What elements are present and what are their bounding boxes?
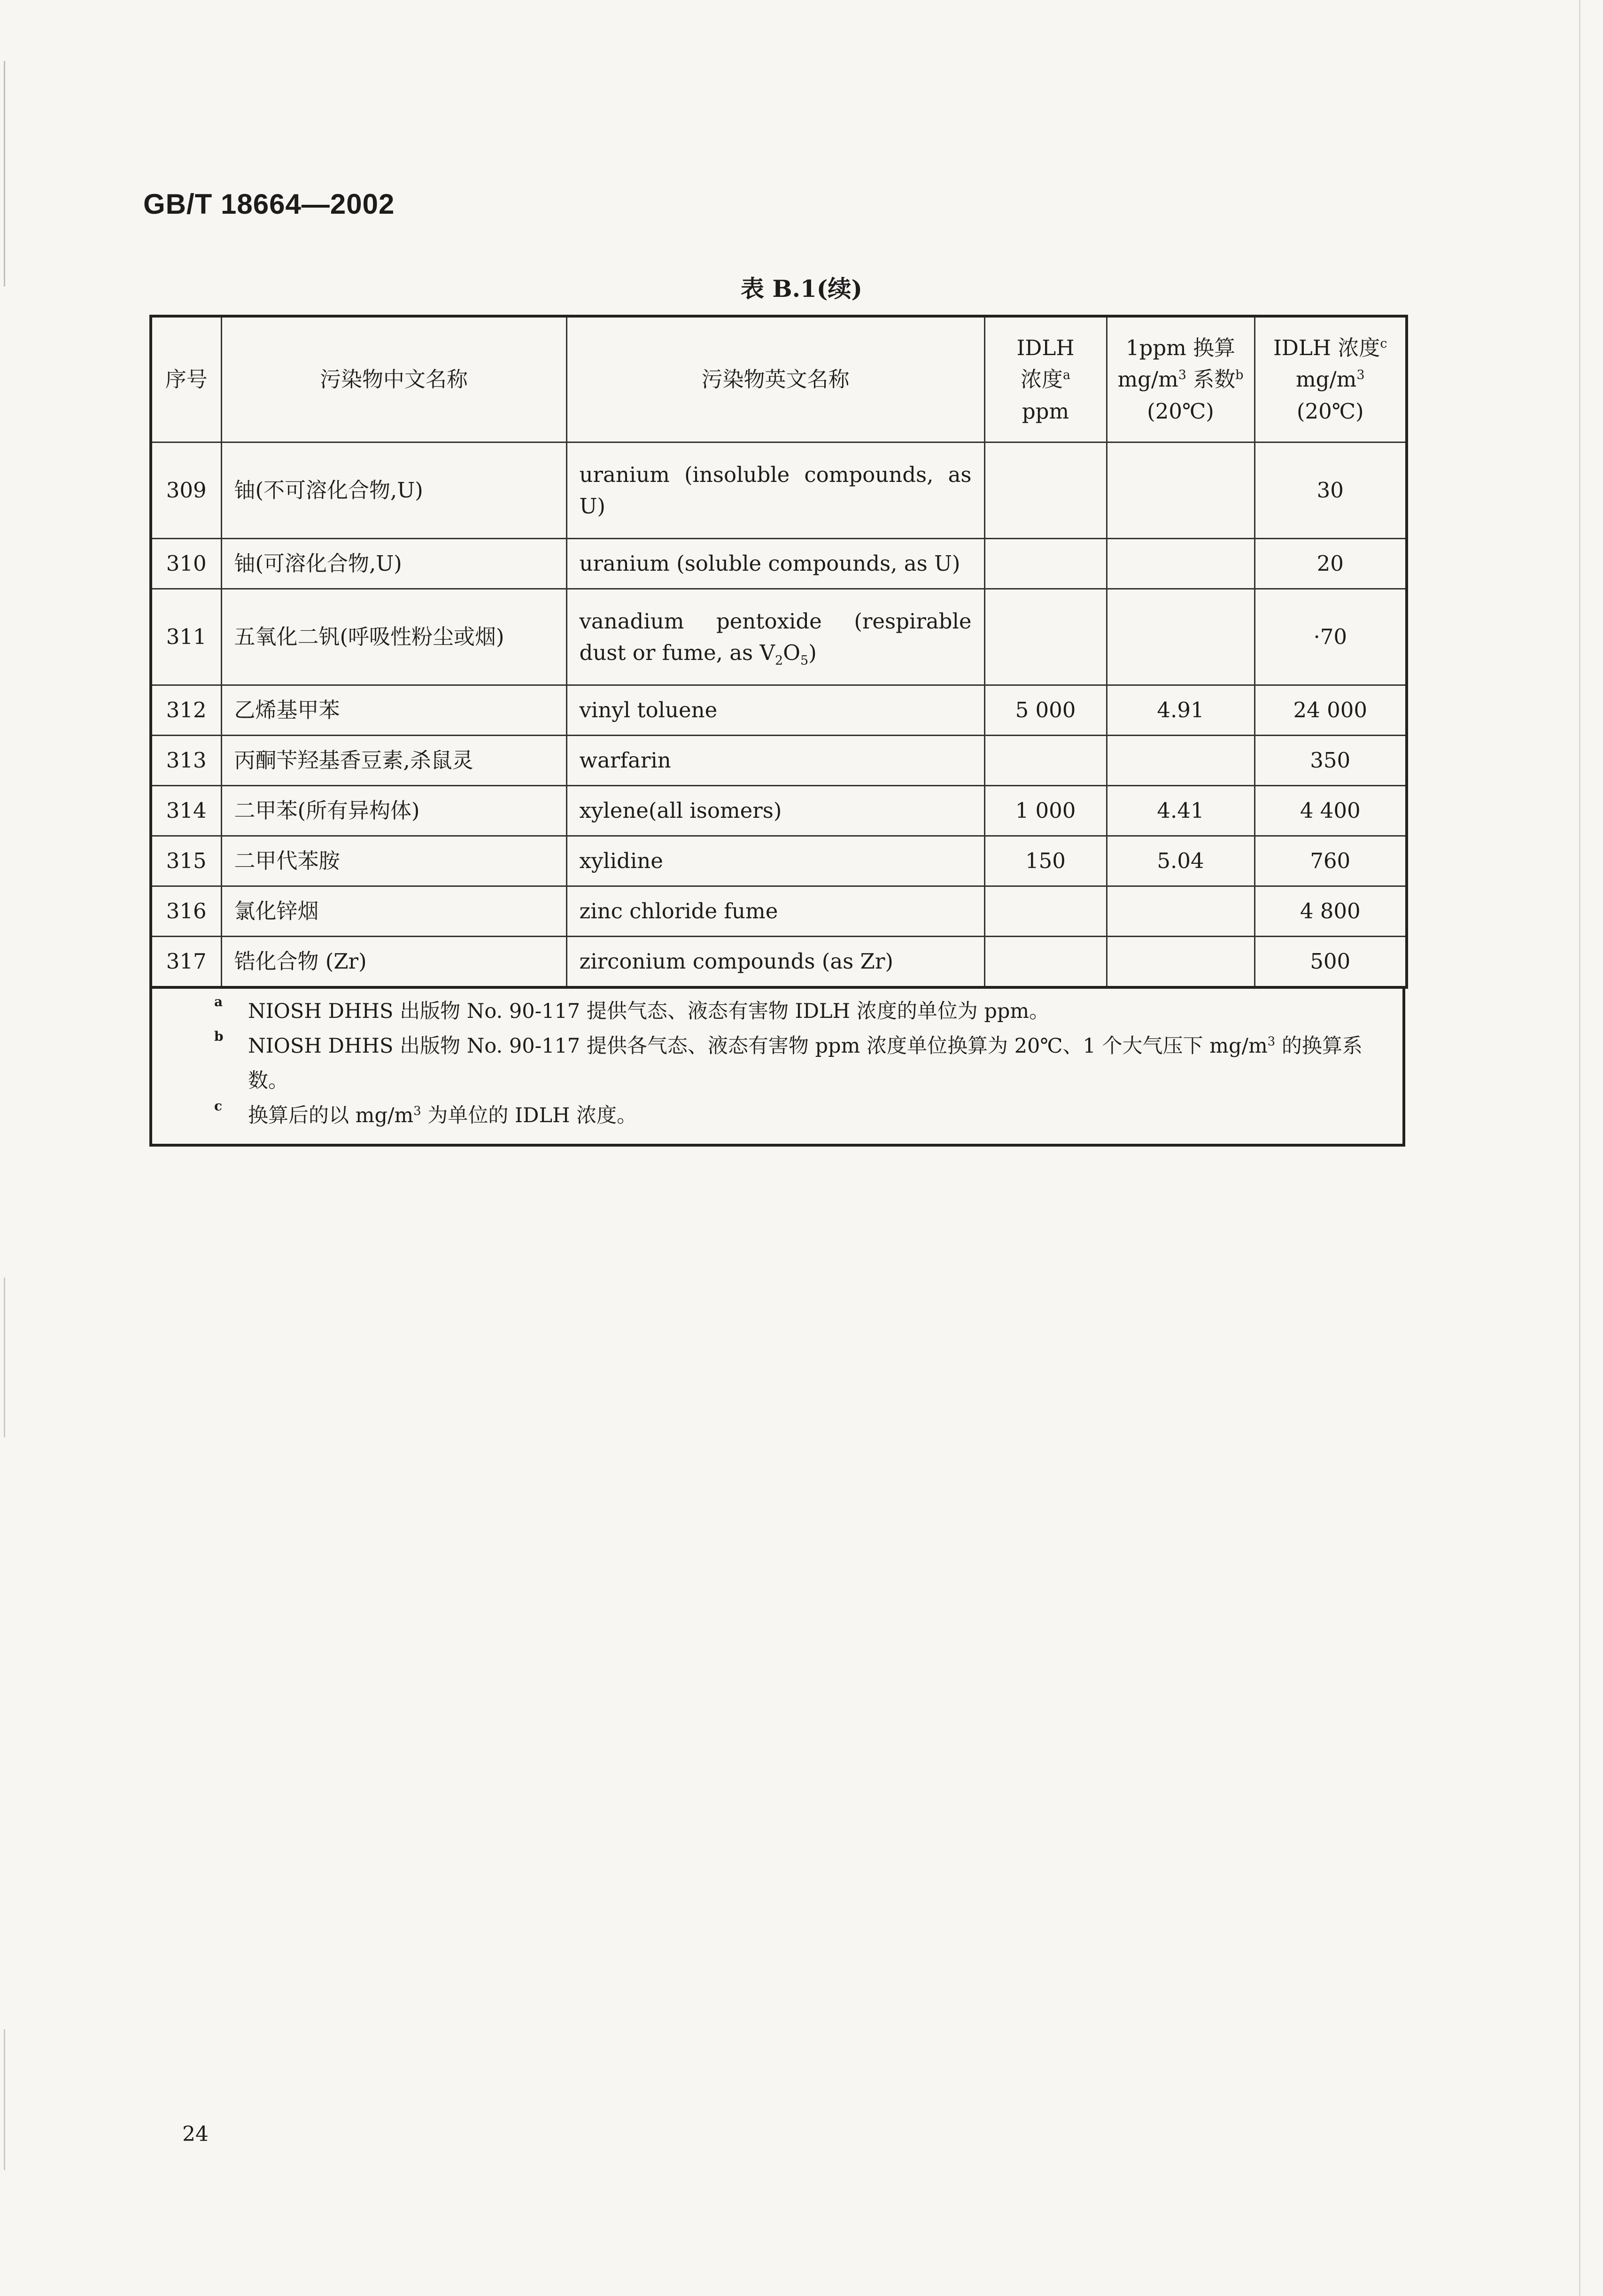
scan-edge-line-left <box>4 61 5 287</box>
cell-name-cn: 铀(可溶化合物,U) <box>221 539 566 589</box>
cell-name-en: zirconium compounds (as Zr) <box>566 937 984 988</box>
col-header-idlh-mg-line1: IDLH 浓度 <box>1273 335 1380 360</box>
col-header-idlh-mg-unit: mg/m <box>1296 367 1357 392</box>
cell-idlh-mg: 4 400 <box>1255 786 1407 836</box>
cell-idlh-ppm <box>984 886 1107 937</box>
scan-edge-line-left <box>4 2029 5 2170</box>
superscript-3: 3 <box>1267 1034 1276 1049</box>
cell-index: 311 <box>151 589 221 685</box>
footnote-a <box>152 994 1402 1029</box>
cell-name-cn: 二甲苯(所有异构体) <box>221 786 566 836</box>
table-row <box>151 937 1407 988</box>
footnote-text: 的换算系数。 <box>248 1034 1363 1093</box>
cell-name-cn: 丙酮苄羟基香豆素,杀鼠灵 <box>221 736 566 786</box>
superscript-3: 3 <box>1178 368 1186 383</box>
col-header-conversion-factor: 系数 <box>1186 367 1236 392</box>
footnote-text: 换算后的以 mg/m <box>248 1103 414 1127</box>
col-header-idlh-ppm-line3: ppm <box>1022 398 1069 424</box>
col-header-idlh-ppm-line1: IDLH <box>1016 335 1075 360</box>
cell-index: 314 <box>151 786 221 836</box>
table-row <box>151 836 1407 886</box>
col-header-conversion <box>1107 316 1255 442</box>
table-row <box>151 736 1407 786</box>
table-header-row <box>151 316 1407 442</box>
cell-name-en-part: O <box>783 640 801 665</box>
footnote-text: NIOSH DHHS 出版物 No. 90-117 提供气态、液态有害物 IDLH 浓度的单位为 ppm。 <box>248 1000 1050 1023</box>
cell-name-en-part: ) <box>808 640 817 665</box>
col-header-name-cn: 污染物中文名称 <box>221 316 566 442</box>
cell-name-cn: 二甲代苯胺 <box>221 836 566 886</box>
scan-edge-line-right <box>1579 0 1580 2296</box>
subscript: 2 <box>774 653 783 668</box>
cell-name-cn: 锆化合物 (Zr) <box>221 937 566 988</box>
col-header-index: 序号 <box>151 316 221 442</box>
cell-name-en: xylene(all isomers) <box>566 786 984 836</box>
cell-idlh-ppm: 5 000 <box>984 685 1107 736</box>
cell-idlh-ppm: 1 000 <box>984 786 1107 836</box>
cell-conversion <box>1107 539 1255 589</box>
table-row <box>151 539 1407 589</box>
footnote-mark: c <box>214 1098 223 1114</box>
col-header-name-en: 污染物英文名称 <box>566 316 984 442</box>
cell-name-en: warfarin <box>566 736 984 786</box>
footnote-ref-a: a <box>1062 368 1071 383</box>
col-header-idlh-ppm-line2: 浓度 <box>1020 367 1063 392</box>
cell-name-cn: 氯化锌烟 <box>221 886 566 937</box>
table-caption: 表 B.1(续) <box>740 275 863 303</box>
cell-idlh-mg: 760 <box>1255 836 1407 886</box>
col-header-conversion-line1: 1ppm 换算 <box>1125 335 1236 360</box>
col-header-conversion-line3: (20℃) <box>1147 398 1214 424</box>
footnote-c <box>152 1099 1402 1133</box>
cell-conversion <box>1107 589 1255 685</box>
cell-index: 317 <box>151 937 221 988</box>
footnote-b <box>152 1029 1402 1099</box>
document-id: GB/T 18664—2002 <box>143 188 395 220</box>
cell-idlh-mg: 4 800 <box>1255 886 1407 937</box>
footnote-text: 为单位的 IDLH 浓度。 <box>421 1103 637 1127</box>
footnote-mark: a <box>214 994 223 1009</box>
table-row <box>151 589 1407 685</box>
cell-conversion <box>1107 886 1255 937</box>
table-row <box>151 786 1407 836</box>
cell-idlh-ppm <box>984 736 1107 786</box>
cell-idlh-mg: 500 <box>1255 937 1407 988</box>
cell-name-en: uranium (insoluble compounds, as U) <box>566 442 984 539</box>
superscript-3: 3 <box>413 1104 421 1118</box>
cell-index: 316 <box>151 886 221 937</box>
page-number: 24 <box>182 2122 209 2146</box>
cell-conversion: 4.41 <box>1107 786 1255 836</box>
col-header-idlh-mg <box>1255 316 1407 442</box>
cell-name-en: uranium (soluble compounds, as U) <box>566 539 984 589</box>
superscript-3: 3 <box>1356 368 1365 383</box>
footnote-mark: b <box>214 1028 224 1044</box>
cell-conversion <box>1107 736 1255 786</box>
cell-idlh-mg: 24 000 <box>1255 685 1407 736</box>
cell-index: 313 <box>151 736 221 786</box>
cell-conversion <box>1107 442 1255 539</box>
cell-name-en: xylidine <box>566 836 984 886</box>
idlh-table <box>149 315 1408 989</box>
cell-name-cn: 五氧化二钒(呼吸性粉尘或烟) <box>221 589 566 685</box>
cell-name-en: zinc chloride fume <box>566 886 984 937</box>
cell-index: 315 <box>151 836 221 886</box>
cell-name-en: vinyl toluene <box>566 685 984 736</box>
cell-idlh-mg: 30 <box>1255 442 1407 539</box>
table-row <box>151 442 1407 539</box>
cell-index: 310 <box>151 539 221 589</box>
cell-index: 312 <box>151 685 221 736</box>
cell-conversion <box>1107 937 1255 988</box>
col-header-idlh-ppm <box>984 316 1107 442</box>
cell-conversion: 5.04 <box>1107 836 1255 886</box>
footnote-ref-b: b <box>1235 368 1244 383</box>
table-row <box>151 685 1407 736</box>
table-footnotes <box>149 989 1405 1147</box>
cell-name-en-part: vanadium pentoxide (respirable dust or fume, as V <box>579 608 972 665</box>
cell-idlh-mg: 350 <box>1255 736 1407 786</box>
cell-name-en <box>566 589 984 685</box>
table-container <box>149 315 1405 1147</box>
scan-edge-line-left <box>4 1278 5 1437</box>
footnote-text: NIOSH DHHS 出版物 No. 90-117 提供各气态、液态有害物 ppm 浓度单位换算为 20℃、1 个大气压下 mg/m <box>248 1034 1268 1058</box>
cell-idlh-mg: ·70 <box>1255 589 1407 685</box>
col-header-conversion-unit: mg/m <box>1117 367 1178 392</box>
footnote-ref-c: c <box>1380 336 1387 351</box>
cell-idlh-ppm <box>984 442 1107 539</box>
cell-name-cn: 乙烯基甲苯 <box>221 685 566 736</box>
cell-idlh-ppm: 150 <box>984 836 1107 886</box>
cell-idlh-ppm <box>984 937 1107 988</box>
table-row <box>151 886 1407 937</box>
cell-idlh-ppm <box>984 539 1107 589</box>
subscript: 5 <box>800 653 809 668</box>
cell-idlh-mg: 20 <box>1255 539 1407 589</box>
cell-idlh-ppm <box>984 589 1107 685</box>
cell-index: 309 <box>151 442 221 539</box>
cell-name-cn: 铀(不可溶化合物,U) <box>221 442 566 539</box>
col-header-idlh-mg-line3: (20℃) <box>1296 398 1364 424</box>
cell-conversion: 4.91 <box>1107 685 1255 736</box>
